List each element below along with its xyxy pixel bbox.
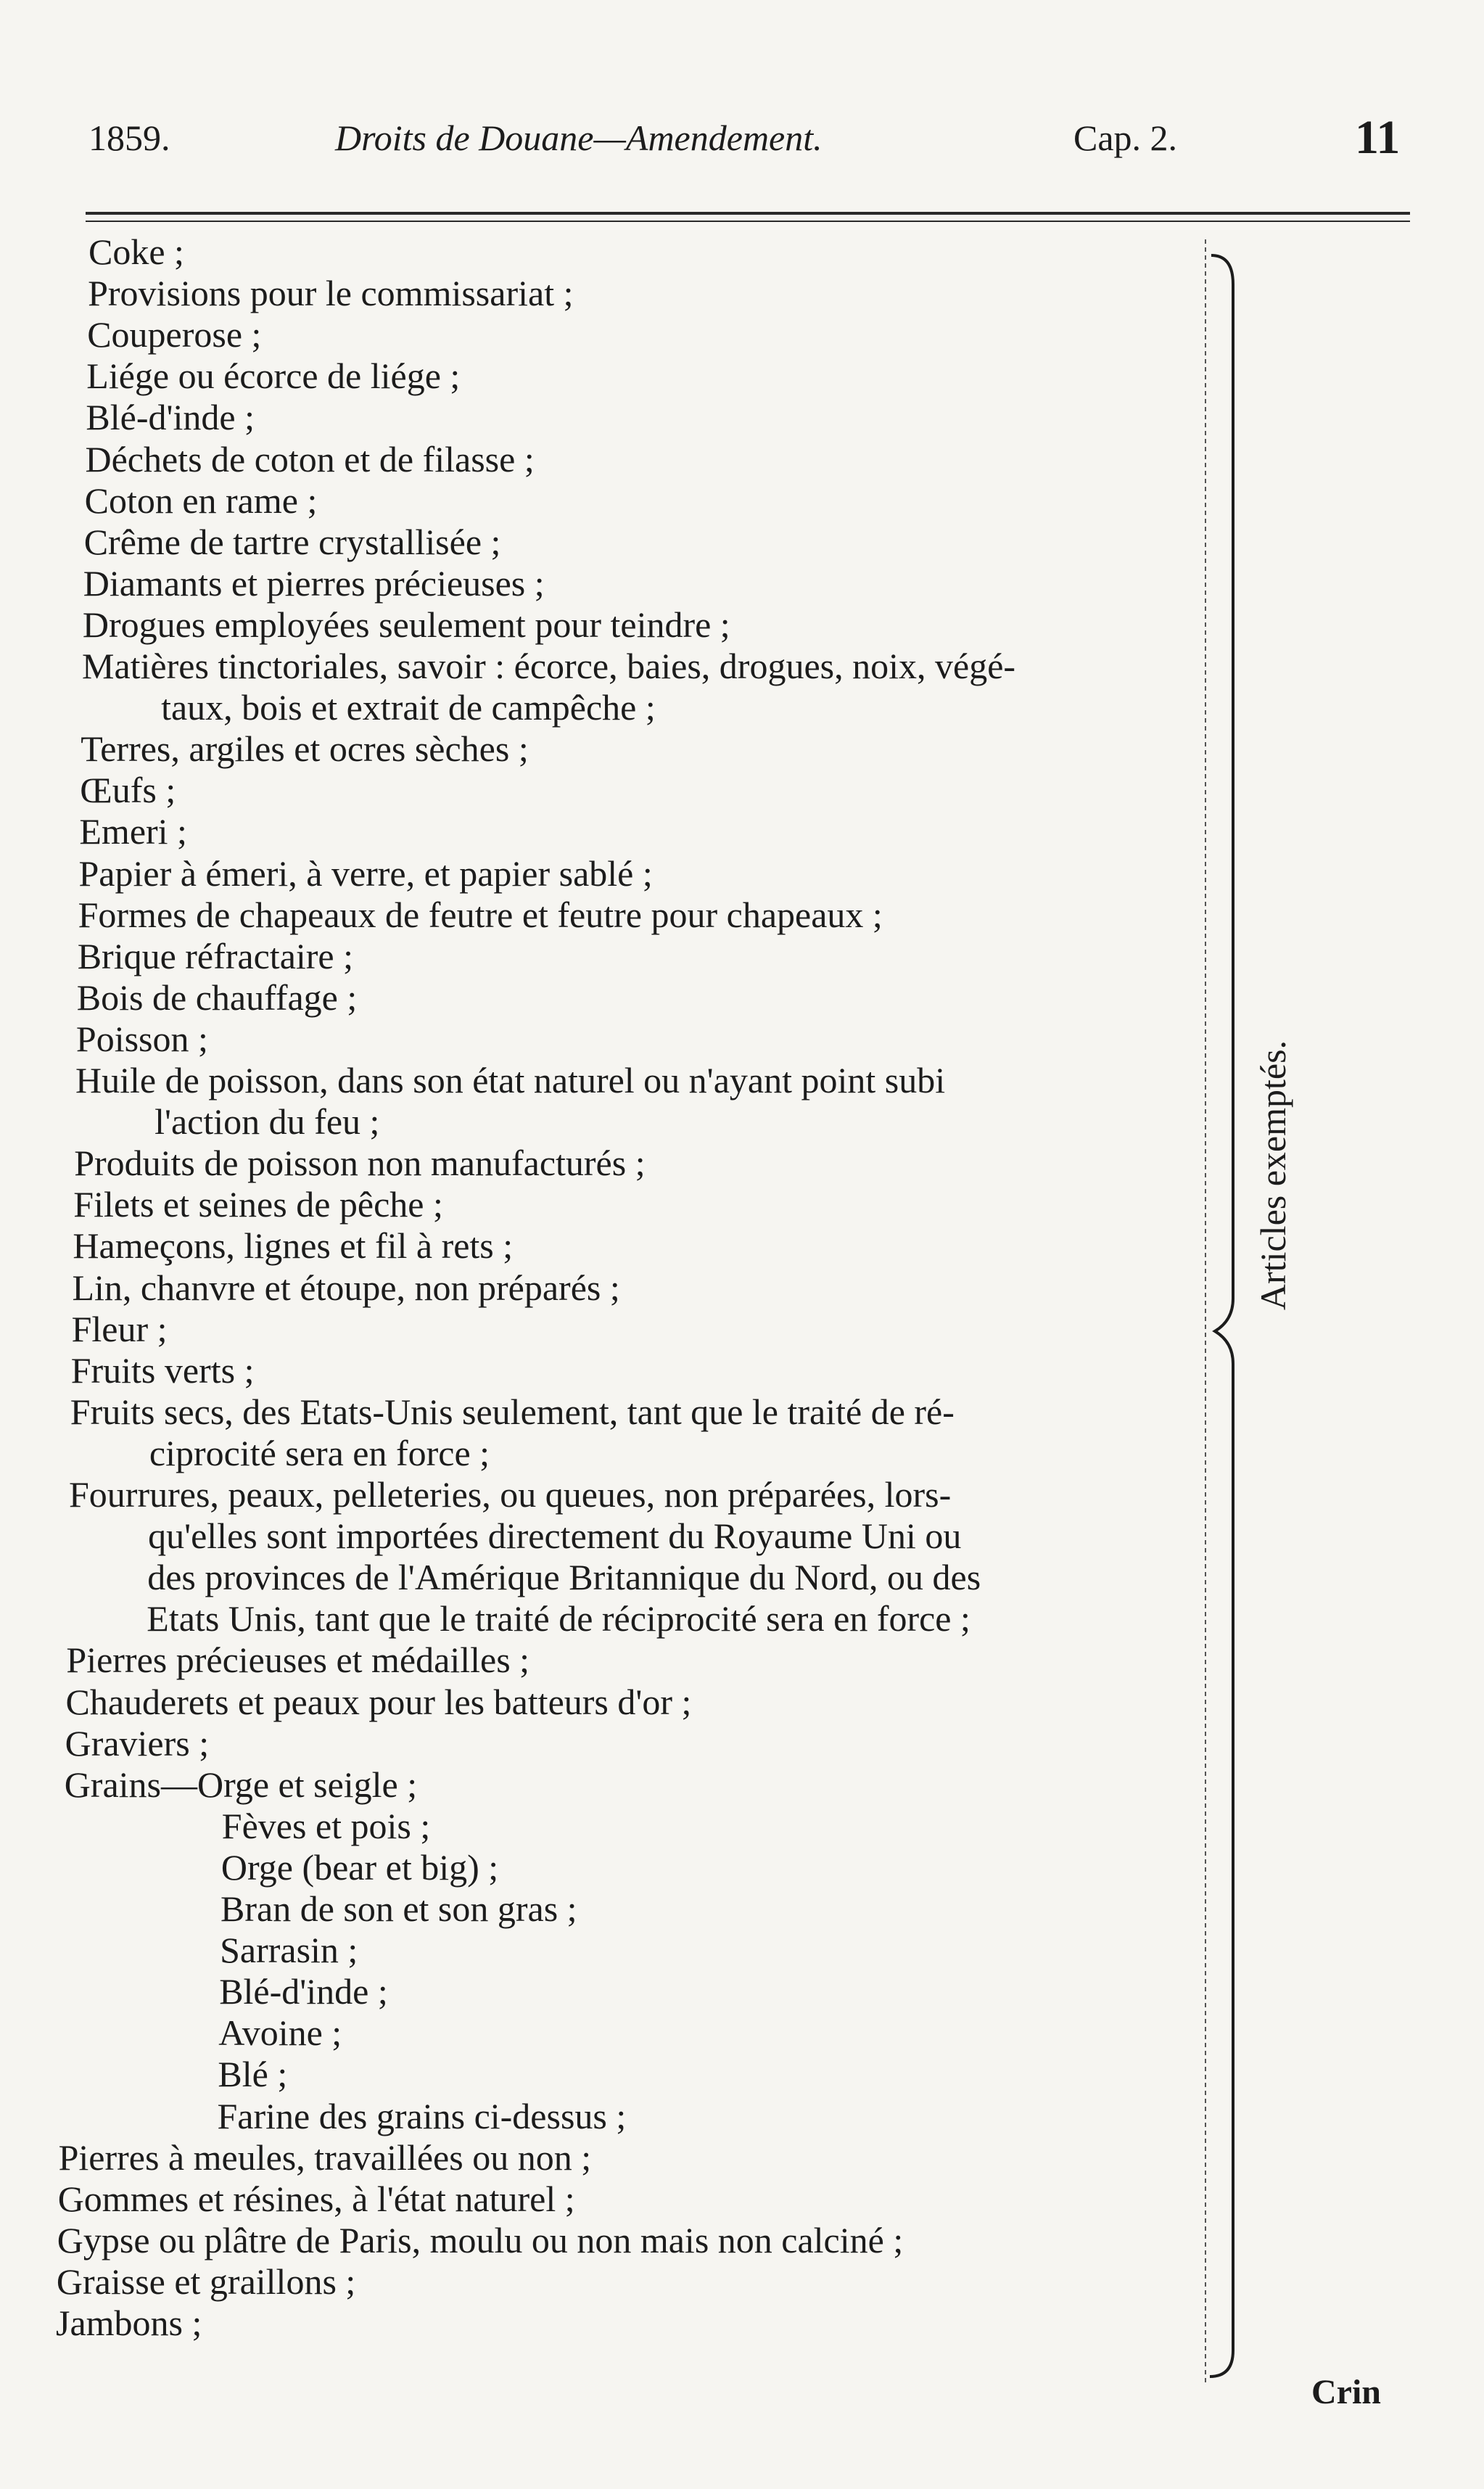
list-item: Fruits verts ; bbox=[70, 1349, 255, 1391]
list-item: ciprocité sera en force ; bbox=[149, 1432, 490, 1473]
list-item: Fruits secs, des Etats-Unis seulement, tant que le traité de ré- bbox=[70, 1391, 955, 1432]
list-item: Grains—Orge et seigle ; bbox=[64, 1764, 418, 1805]
list-item: Blé ; bbox=[218, 2054, 288, 2095]
list-item: l'action du feu ; bbox=[154, 1101, 380, 1143]
list-item: Blé-d'inde ; bbox=[219, 1971, 388, 2012]
list-item: Bran de son et son gras ; bbox=[220, 1888, 577, 1929]
list-item: Fèves et pois ; bbox=[221, 1805, 431, 1846]
list-item: Brique réfractaire ; bbox=[77, 935, 354, 976]
list-item: Filets et seines de pêche ; bbox=[73, 1184, 443, 1225]
page-number: 11 bbox=[1355, 111, 1401, 164]
catchword: Crin bbox=[1311, 2373, 1381, 2411]
list-item: Poisson ; bbox=[75, 1018, 208, 1059]
list-item: Chauderets et peaux pour les batteurs d'or ; bbox=[65, 1681, 692, 1722]
list-item: Farine des grains ci-dessus ; bbox=[217, 2095, 627, 2136]
list-item: Avoine ; bbox=[218, 2012, 342, 2054]
list-item: Crême de tartre crystallisée ; bbox=[83, 521, 501, 562]
list-item: Papier à émeri, à verre, et papier sablé ; bbox=[78, 852, 653, 894]
header-title: Droits de Douane—Amendement. bbox=[335, 118, 823, 158]
list-item: Drogues employées seulement pour teindre ; bbox=[82, 604, 730, 645]
list-item: Pierres précieuses et médailles ; bbox=[66, 1640, 530, 1681]
list-item: Graviers ; bbox=[65, 1722, 210, 1764]
list-item: Gypse ou plâtre de Paris, moulu ou non mais non calciné ; bbox=[57, 2219, 904, 2260]
header-year: 1859. bbox=[88, 118, 170, 158]
list-item: Matières tinctoriales, savoir : écorce, baies, drogues, noix, végé- bbox=[82, 646, 1016, 686]
list-item: Blé-d'inde ; bbox=[86, 397, 255, 438]
list-item: Diamants et pierres précieuses ; bbox=[83, 562, 545, 604]
list-item: Fleur ; bbox=[71, 1308, 168, 1349]
list-item: Liége ou écorce de liége ; bbox=[86, 355, 461, 397]
list-item: Déchets de coton et de filasse ; bbox=[85, 438, 535, 480]
list-item: Etats Unis, tant que le traité de réciprocité sera en force ; bbox=[147, 1598, 970, 1640]
list-item: Coke ; bbox=[88, 231, 184, 272]
list-item: Formes de chapeaux de feutre et feutre pour chapeaux ; bbox=[78, 894, 883, 935]
list-item: qu'elles sont importées directement du Royaume Uni ou bbox=[148, 1515, 962, 1557]
list-item: Produits de poisson non manufacturés ; bbox=[74, 1143, 646, 1184]
list-item: Provisions pour le commissariat ; bbox=[88, 273, 574, 314]
list-item: taux, bois et extrait de campêche ; bbox=[161, 687, 656, 728]
list-item: Emeri ; bbox=[79, 811, 187, 852]
list-item: Pierres à meules, travaillées ou non ; bbox=[58, 2136, 592, 2178]
list-item: Œufs ; bbox=[80, 770, 176, 811]
list-item: des provinces de l'Amérique Britannique du Nord, ou des bbox=[147, 1557, 981, 1598]
list-item: Bois de chauffage ; bbox=[76, 976, 358, 1018]
list-item: Couperose ; bbox=[87, 314, 262, 355]
list-item: Hameçons, lignes et fil à rets ; bbox=[73, 1225, 514, 1267]
list-item: Jambons ; bbox=[56, 2303, 202, 2343]
list-item: Orge (bear et big) ; bbox=[220, 1846, 499, 1888]
list-item: Huile de poisson, dans son état naturel ou n'ayant point subi bbox=[75, 1060, 946, 1100]
brace-path bbox=[1210, 255, 1233, 2377]
list-item: Gommes et résines, à l'état naturel ; bbox=[57, 2178, 575, 2219]
list-item: Graisse et graillons ; bbox=[56, 2260, 356, 2302]
header-chapter: Cap. 2. bbox=[1073, 118, 1178, 158]
list-item: Fourrures, peaux, pelleteries, ou queues, non préparées, lors- bbox=[69, 1474, 952, 1515]
list-item: Terres, argiles et ocres sèches ; bbox=[81, 728, 529, 770]
side-label-articles-exemptes: Articles exemptés. bbox=[1253, 1040, 1293, 1311]
list-item: Lin, chanvre et étoupe, non préparés ; bbox=[72, 1267, 620, 1308]
list-item: Sarrasin ; bbox=[220, 1930, 358, 1971]
list-item: Coton en rame ; bbox=[84, 480, 318, 521]
